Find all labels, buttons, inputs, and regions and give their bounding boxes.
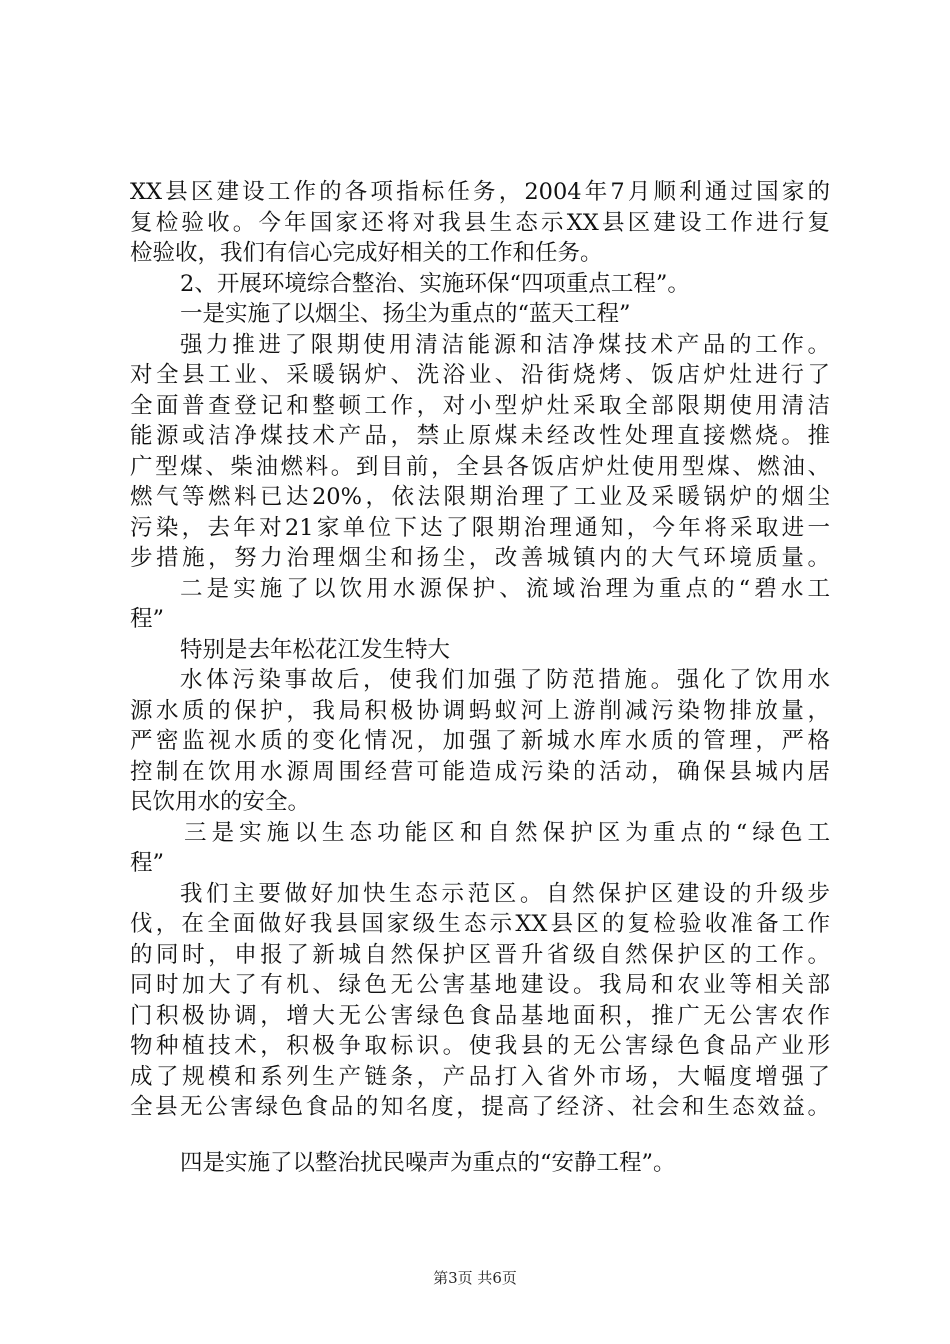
paragraph-line: 同时加大了有机、绿色无公害基地建设。我局和农业等相关部 <box>130 972 830 998</box>
paragraph-line: 控制在饮用水源周围经营可能造成污染的活动，确保县城内居 <box>130 759 830 785</box>
paragraph-line: 物种植技术，积极争取标识。使我县的无公害绿色食品产业形 <box>130 1033 830 1059</box>
paragraph-line: 能源或洁净煤技术产品，禁止原煤未经改性处理直接燃烧。推 <box>130 423 830 449</box>
paragraph-line: 燃气等燃料已达20%，依法限期治理了工业及采暖锅炉的烟尘 <box>130 484 830 510</box>
paragraph-line: 成了规模和系列生产链条，产品打入省外市场，大幅度增强了 <box>130 1064 830 1090</box>
subsection-heading-end: 程” <box>130 606 165 632</box>
paragraph-line: 对全县工业、采暖锅炉、洗浴业、沿街烧烤、饭店炉灶进行了 <box>130 362 830 388</box>
section-heading: 2、开展环境综合整治、实施环保“四项重点工程”。 <box>180 271 690 297</box>
paragraph-line: 伐，在全面做好我县国家级生态示XX县区的复检验收准备工作 <box>130 911 830 937</box>
paragraph-line: 民饮用水的安全。 <box>130 789 311 815</box>
paragraph-line: 特别是去年松花江发生特大 <box>180 637 451 663</box>
subsection-heading: 一是实施了以烟尘、扬尘为重点的“蓝天工程” <box>180 301 631 327</box>
paragraph-line: 的同时，申报了新城自然保护区晋升省级自然保护区的工作。 <box>130 942 830 968</box>
paragraph-line: 全县无公害绿色食品的知名度，提高了经济、社会和生态效益。 <box>130 1094 830 1120</box>
paragraph-line: 步措施，努力治理烟尘和扬尘，改善城镇内的大气环境质量。 <box>130 545 830 571</box>
paragraph-line: XX县区建设工作的各项指标任务，2004年7月顺利通过国家的 <box>130 179 830 205</box>
paragraph-line: 全面普查登记和整顿工作，对小型炉灶采取全部限期使用清洁 <box>130 393 830 419</box>
paragraph-line: 广型煤、柴油燃料。到目前，全县各饭店炉灶使用型煤、燃油、 <box>130 454 830 480</box>
page-number: 第3页 共6页 <box>433 1269 517 1287</box>
paragraph-line: 检验收，我们有信心完成好相关的工作和任务。 <box>130 240 603 266</box>
paragraph-line: 污染，去年对21家单位下达了限期治理通知，今年将采取进一 <box>130 515 830 541</box>
subsection-heading: 四是实施了以整治扰民噪声为重点的“安静工程”。 <box>180 1150 676 1176</box>
paragraph-line: 严密监视水质的变化情况，加强了新城水库水质的管理，严格 <box>130 728 830 754</box>
paragraph-line: 强力推进了限期使用清洁能源和洁净煤技术产品的工作。 <box>180 332 830 358</box>
paragraph-line: 源水质的保护，我局积极协调蚂蚁河上游削减污染物排放量， <box>130 698 830 724</box>
subsection-heading-end: 程” <box>130 850 165 876</box>
paragraph-line: 门积极协调，增大无公害绿色食品基地面积，推广无公害农作 <box>130 1003 830 1029</box>
paragraph-line: 复检验收。今年国家还将对我县生态示XX县区建设工作进行复 <box>130 210 830 236</box>
paragraph-line: 水体污染事故后，使我们加强了防范措施。强化了饮用水 <box>180 667 830 693</box>
paragraph-line: 我们主要做好加快生态示范区。自然保护区建设的升级步 <box>180 881 830 907</box>
subsection-heading: 二是实施了以饮用水源保护、流域治理为重点的“碧水工 <box>180 576 830 602</box>
subsection-heading: 三是实施以生态功能区和自然保护区为重点的“绿色工 <box>184 820 830 846</box>
